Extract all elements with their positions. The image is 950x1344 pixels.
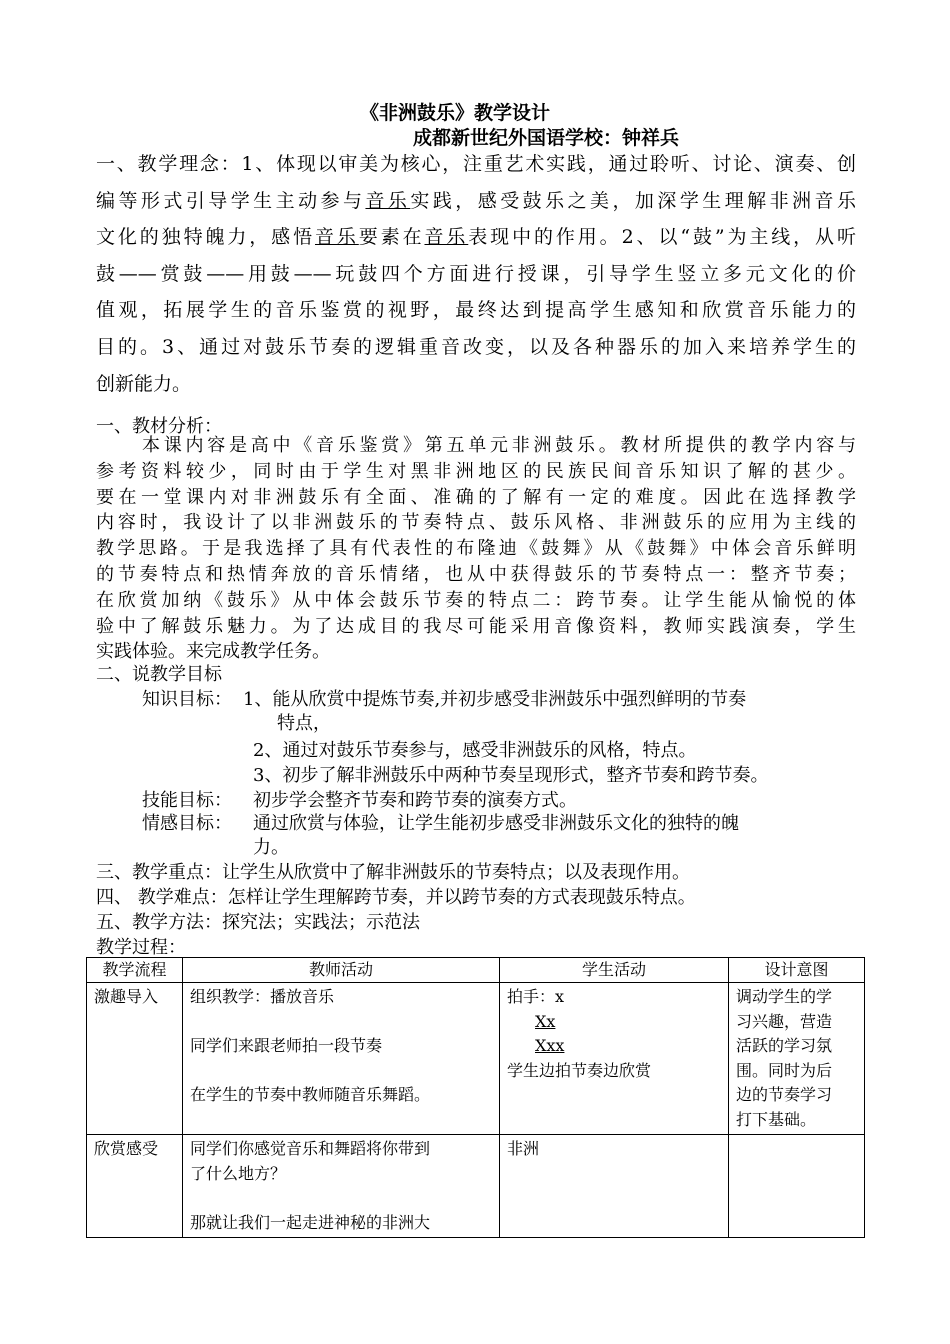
rhythm-xxx: Xxx	[535, 1036, 565, 1055]
intent-cell	[729, 1135, 865, 1238]
knowledge-goal-label: 知识目标：	[142, 689, 232, 710]
key-point: 三、教学重点：让学生从欣赏中了解非洲鼓乐的节奏特点；以及表现作用。	[96, 862, 690, 883]
teaching-concept-paragraph	[96, 146, 856, 402]
intent-cell: 调动学生的学 习兴趣，营造 活跃的学习氛 围。同时为后 边的节奏学习 打下基础。	[729, 983, 865, 1135]
doc-author: 成都新世纪外国语学校：钟祥兵	[413, 127, 680, 149]
column-header: 学生活动	[500, 958, 729, 983]
process-heading: 教学过程：	[96, 937, 186, 958]
analysis-line: 教学思路。于是我选择了具有代表性的布隆迪《鼓舞》从《鼓舞》中体会音乐鲜明	[96, 538, 856, 560]
rhythm-xx: Xx	[535, 1011, 556, 1031]
skill-goal-label: 技能目标：	[142, 790, 232, 811]
concept-line-7: 创新能力。	[96, 372, 192, 395]
doc-title: 《非洲鼓乐》教学设计	[360, 102, 551, 124]
link-music[interactable]: 音乐	[424, 226, 469, 249]
difficulty: 四、 教学难点：怎样让学生理解跨节奏，并以跨节奏的方式表现鼓乐特点。	[96, 887, 696, 908]
teacher-activity-cell: 同学们你感觉音乐和舞蹈将你带到 了什么地方？ 那就让我们一起走进神秘的非洲大	[183, 1135, 500, 1238]
link-music[interactable]: 音乐	[314, 226, 359, 249]
analysis-line: 参考资料较少，同时由于学生对黑非洲地区的民族民间音乐知识了解的甚少。	[96, 460, 856, 482]
process-table	[86, 957, 865, 1238]
concept-line-4: 鼓——赏鼓——用鼓——玩鼓四个方面进行授课，引导学生竖立多元文化的价	[96, 262, 856, 285]
table-row	[87, 1135, 865, 1238]
methods: 五、教学方法：探究法；实践法；示范法	[96, 912, 420, 933]
link-music[interactable]: 音乐	[365, 189, 411, 212]
analysis-line: 实践体验。来完成教学任务。	[96, 641, 330, 663]
teacher-activity-cell: 组织教学：播放音乐 同学们来跟老师拍一段节奏 在学生的节奏中教师随音乐舞蹈。	[183, 983, 500, 1135]
concept-line-1: 一、教学理念：1、体现以审美为核心，注重艺术实践，通过聆听、讨论、演奏、创	[96, 153, 856, 175]
goals-heading: 二、说教学目标	[96, 664, 222, 685]
analysis-paragraph	[96, 433, 856, 665]
stage-cell: 激趣导入	[87, 983, 183, 1135]
analysis-heading: 一、教材分析：	[96, 416, 222, 437]
skill-goal: 初步学会整齐节奏和跨节奏的演奏方式。	[253, 790, 577, 811]
column-header: 教师活动	[183, 958, 500, 983]
concept-line-5: 值观，拓展学生的音乐鉴赏的视野，最终达到提高学生感知和欣赏音乐能力的	[96, 299, 856, 322]
analysis-line: 内容时，我设计了以非洲鼓乐的节奏特点、鼓乐风格、非洲鼓乐的应用为主线的	[96, 512, 856, 534]
concept-line-6: 目的。3、通过对鼓乐节奏的逻辑重音改变，以及各种器乐的加入来培养学生的	[96, 335, 856, 358]
knowledge-goal-1-cont: 特点，	[277, 713, 331, 734]
emotion-goal: 通过欣赏与体验，让学生能初步感受非洲鼓乐文化的独特的魄	[253, 813, 739, 834]
column-header: 教学流程	[87, 958, 183, 983]
emotion-goal-cont: 力。	[253, 837, 289, 858]
analysis-line: 的节奏特点和热情奔放的音乐情绪，也从中获得鼓乐的节奏特点一：整齐节奏；	[96, 563, 856, 585]
analysis-line: 在欣赏加纳《鼓乐》从中体会鼓乐节奏的特点二：跨节奏。让学生能从愉悦的体	[96, 589, 856, 611]
table-header-row	[87, 958, 865, 983]
concept-line-2: 编等形式引导学生主动参与音乐实践，感受鼓乐之美，加深学生理解非洲音乐	[96, 189, 856, 212]
analysis-line: 要在一堂课内对非洲鼓乐有全面、准确的了解有一定的难度。因此在选择教学	[96, 486, 856, 508]
student-activity-cell: 非洲	[500, 1135, 729, 1238]
table-row	[87, 983, 865, 1135]
knowledge-goal-2: 2、通过对鼓乐节奏参与，感受非洲鼓乐的风格，特点。	[253, 740, 697, 761]
knowledge-goal-3: 3、初步了解非洲鼓乐中两种节奏呈现形式，整齐节奏和跨节奏。	[253, 765, 769, 786]
stage-cell: 欣赏感受	[87, 1135, 183, 1238]
student-activity-cell: 拍手：x Xx Xxx 学生边拍节奏边欣赏	[500, 983, 729, 1135]
concept-line-3: 文化的独特魄力，感悟音乐要素在音乐表现中的作用。2、以“鼓”为主线，从听	[96, 226, 856, 249]
analysis-line: 本课内容是高中《音乐鉴赏》第五单元非洲鼓乐。教材所提供的教学内容与	[142, 435, 856, 456]
analysis-line: 验中了解鼓乐魅力。为了达成目的我尽可能采用音像资料，教师实践演奏，学生	[96, 615, 856, 637]
emotion-goal-label: 情感目标：	[142, 813, 232, 834]
knowledge-goal-1: 1、能从欣赏中提炼节奏,并初步感受非洲鼓乐中强烈鲜明的节奏	[243, 689, 747, 710]
column-header: 设计意图	[729, 958, 865, 983]
